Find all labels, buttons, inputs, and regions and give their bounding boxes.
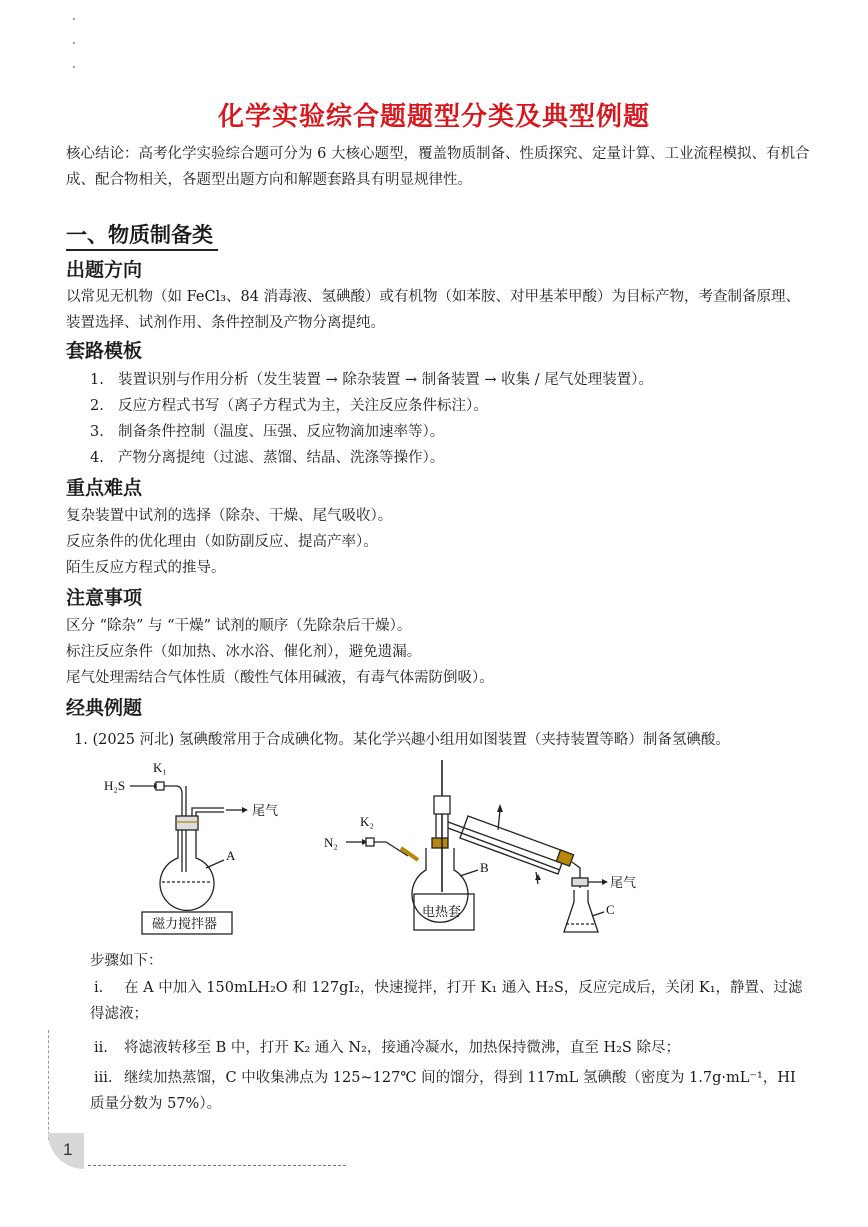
label-a: A: [226, 848, 236, 863]
flask-a: [160, 830, 214, 910]
label-h2s: H₂S: [104, 778, 126, 793]
notes-item: 标注反应条件（如加热、冰水浴、催化剂），避免遗漏。: [66, 644, 422, 660]
stopcock-k1: [156, 782, 164, 790]
template-item: 2. 反应方程式书写（离子方程式为主，关注反应条件标注）。: [90, 398, 488, 414]
label-stirrer: 磁力搅拌器: [152, 917, 218, 932]
step-item: ⅱ. 将滤液转移至 B 中，打开 K₂ 通入 N₂，接通冷凝水，加热保持微沸，直至 H₂S 除尽；: [94, 1040, 680, 1056]
difficulty-heading: 重点难点: [66, 477, 143, 499]
label-heater: 电热套: [422, 905, 462, 920]
margin-dashed-line: [48, 1030, 49, 1140]
notes-item: 区分 “除杂” 与 “干燥” 试剂的顺序（先除杂后干燥）。: [66, 618, 412, 634]
page-number: 1: [63, 1140, 73, 1159]
label-tail-gas-1: 尾气: [252, 804, 279, 819]
direction-heading: 出题方向: [66, 259, 143, 281]
direction-text: 以常见无机物（如 FeCl₃、84 消毒液、氢碘酸）或有机物（如苯胺、对甲基苯甲酸）为目标产物，考查制备原理、装置选择、试剂作用、条件控制及产物分离提纯。: [66, 289, 801, 331]
label-b: B: [480, 860, 489, 875]
step-item: ⅲ. 继续加热蒸馏，C 中收集沸点为 125~127℃ 间的馏分，得到 117mL 氢碘酸（密度为 1.7g·mL⁻¹，HI 质量分数为 57%）。: [90, 1070, 796, 1112]
stopcock-k2: [366, 838, 374, 846]
label-k1: K₁: [153, 760, 167, 775]
notes-heading: 注意事项: [66, 587, 143, 609]
template-heading: 套路模板: [66, 340, 143, 362]
example-heading: 经典例题: [66, 697, 143, 719]
still-head-stopper: [434, 796, 450, 814]
section-heading: 一、物质制备类: [66, 223, 213, 247]
template-item: 1. 装置识别与作用分析（发生装置 → 除杂装置 → 制备装置 → 收集 / 尾气处理装置）。: [90, 372, 653, 388]
label-tail-gas-2: 尾气: [610, 876, 637, 891]
footer-dashed-line: [88, 1165, 346, 1166]
core-conclusion: 核心结论：高考化学实验综合题可分为 6 大核心题型，覆盖物质制备、性质探究、定量计算、工业流程模拟、有机合成、配合物相关，各题型出题方向和解题套路具有明显规律性。: [66, 146, 810, 188]
apparatus-figure: [96, 752, 656, 942]
difficulty-item: 复杂装置中试剂的选择（除杂、干燥、尾气吸收）。: [66, 508, 393, 524]
page-number-tab: [48, 1133, 84, 1169]
difficulty-item: 反应条件的优化理由（如防副反应、提高产率）。: [66, 534, 378, 550]
page-title: 化学实验综合题题型分类及典型例题: [217, 102, 650, 132]
step-item: ⅰ. 在 A 中加入 150mLH₂O 和 127gI₂，快速搅拌，打开 K₁ 通入 H₂S，反应完成后，关闭 K₁，静置、过滤得滤液；: [90, 980, 803, 1022]
section-heading-underline: [66, 249, 218, 251]
notes-item: 尾气处理需结合气体性质（酸性气体用碱液，有毒气体需防倒吸）。: [66, 670, 494, 686]
corner-dots: [73, 18, 79, 90]
flask-a-stopper: [176, 816, 198, 830]
template-item: 4. 产物分离提纯（过滤、蒸馏、结晶、洗涤等操作）。: [90, 450, 445, 466]
difficulty-item: 陌生反应方程式的推导。: [66, 560, 226, 576]
label-n2: N₂: [324, 835, 338, 850]
label-k2: K₂: [360, 814, 374, 829]
template-item: 3. 制备条件控制（温度、压强、反应物滴加速率等）。: [90, 424, 445, 440]
steps-heading: 步骤如下：: [90, 953, 163, 969]
tail-gas-tube-a: [192, 808, 224, 816]
example-question: 1. (2025 河北) 氢碘酸常用于合成碘化物。某化学兴趣小组用如图装置（夹持装置等略）制备氢碘酸。: [74, 732, 730, 748]
condenser-inner: [448, 822, 564, 870]
receiver-flask-c: [564, 890, 598, 932]
label-c: C: [606, 902, 615, 917]
